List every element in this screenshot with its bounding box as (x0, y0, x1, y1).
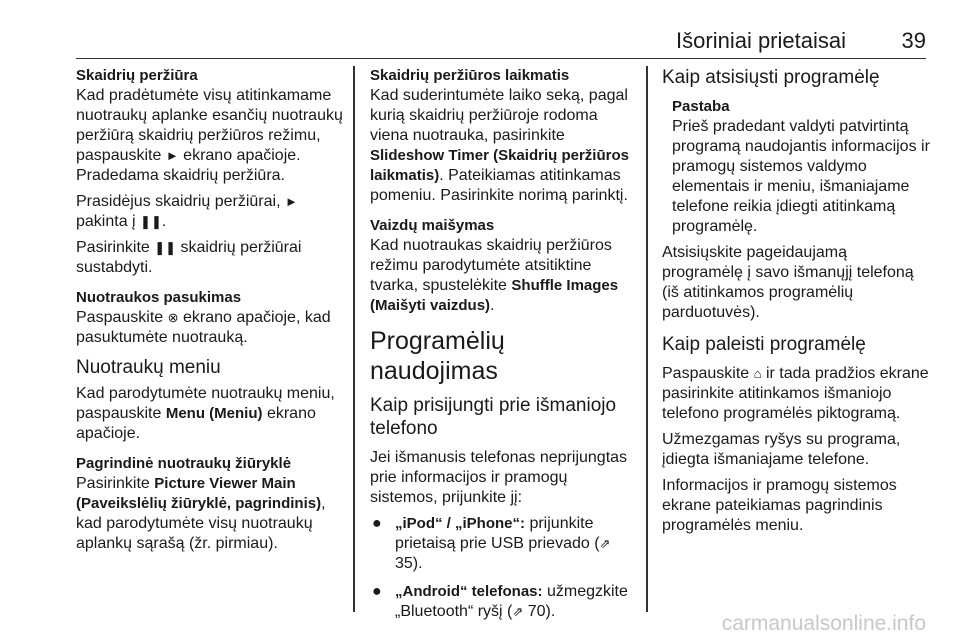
page-number: 39 (901, 28, 926, 53)
heading-connect-phone: Kaip prisijungti prie išmaniojo telefono (370, 395, 617, 439)
page-reference-icon: ⇗ (512, 604, 524, 619)
note-title: Pastaba (672, 98, 730, 115)
heading-download-app: Kaip atsisiųsti programėlę (662, 67, 880, 88)
page-header (76, 0, 926, 59)
watermark: carmanualsonline.info (721, 612, 926, 635)
section-heading-apps: Programėlių naudojimas (370, 327, 505, 385)
column-1 (76, 66, 348, 564)
column-2 (370, 66, 634, 630)
connect-paragraph: Jei išmanusis telefonas neprijungtas prie informacijos ir pramogų sistemos, prijunkite jį: (370, 449, 628, 506)
shuffle-paragraph: Kad nuotraukas skaidrių peržiūros režimu parodytumėte atsitiktine tvarka, spustelėkite Shuffle Images (Maišyti vaizdus). (370, 237, 619, 314)
start-app-paragraph: Paspauskite ⌂ ir tada pradžios ekrane pasirinkite atitinkamos išmaniojo telefono programėlės piktogramą. (662, 365, 929, 422)
pause-icon: ❚❚ (154, 240, 177, 255)
app-menu-paragraph: Informacijos ir pramogų sistemos ekrane pateikiamas pagrindinis programėlės meniu. (662, 477, 897, 534)
heading-photo-menu: Nuotraukų meniu (76, 357, 221, 378)
note-block (672, 97, 930, 237)
heading-start-app: Kaip paleisti programėlę (662, 334, 866, 355)
slideshow-stop-paragraph: Pasirinkite ❚❚ skaidrių peržiūrai sustabdyti. (76, 239, 302, 276)
note-text: Prieš pradedant valdyti patvirtintą programą naudojantis informacijos ir pramogų sistemos valdymo elementais ir meniu, išmaniajame telefone reikia įdiegti atitinkamą programėlę. (672, 118, 930, 235)
rotate-icon: ⊗ (167, 310, 179, 325)
main-browser-paragraph: Pasirinkite Picture Viewer Main (Paveikslėlių žiūryklė, pagrindinis), kad parodytumėte visų nuotraukų aplankų sąrašą (žr. pirmiau). (76, 475, 326, 552)
list-item: ● „Android“ telefonas: užmegzkite „Bluetooth“ ryšį (⇗ 70). (372, 583, 628, 620)
column-3 (662, 66, 930, 546)
home-icon: ⌂ (753, 366, 762, 381)
slideshow-paragraph: Kad pradėtumėte visų atitinkamame nuotraukų aplanke esančių nuotraukų peržiūrą skaidrių peržiūros režimu, paspauskite ► ekrano apačioje. Pradedama skaidrių peržiūra. (76, 87, 343, 184)
play-icon: ► (284, 194, 298, 209)
bullet-icon: ● (372, 583, 382, 600)
page-reference-icon: ⇗ (599, 536, 611, 551)
column-divider-right (646, 66, 648, 612)
connection-list (370, 514, 634, 622)
heading-shuffle: Vaizdų maišymas (370, 217, 495, 234)
bullet-icon: ● (372, 515, 382, 532)
timer-paragraph: Kad suderintumėte laiko seką, pagal kurią skaidrių peržiūroje rodoma viena nuotrauka, pasirinkite Slideshow Timer (Skaidrių peržiūros laikmatis). Pateikiamas atitinkamas pomeniu. Pasirinkite norimą parinktį. (370, 87, 629, 204)
heading-rotate: Nuotraukos pasukimas (76, 289, 242, 306)
slideshow-pause-paragraph: Prasidėjus skaidrių peržiūrai, ► pakinta į ❚❚. (76, 193, 298, 230)
connection-established-paragraph: Užmezgamas ryšys su programa, įdiegta išmaniajame telefone. (662, 431, 901, 468)
rotate-paragraph: Paspauskite ⊗ ekrano apačioje, kad pasuktumėte nuotrauką. (76, 309, 331, 346)
photo-menu-paragraph: Kad parodytumėte nuotraukų meniu, paspauskite Menu (Meniu) ekrano apačioje. (76, 385, 335, 442)
list-item: ● „iPod“ / „iPhone“: prijunkite prietaisą prie USB prievado (⇗ 35). (372, 515, 611, 572)
pause-icon: ❚❚ (140, 214, 162, 229)
page-title: Išoriniai prietaisai (676, 28, 846, 53)
column-divider-left (353, 66, 355, 612)
play-icon: ► (165, 148, 179, 163)
heading-main-browser: Pagrindinė nuotraukų žiūryklė (76, 455, 292, 472)
heading-slideshow-timer: Skaidrių peržiūros laikmatis (370, 67, 570, 84)
download-paragraph: Atsisiųskite pageidaujamą programėlę į savo išmanųjį telefoną (iš atitinkamos programėlių parduotuvės). (662, 244, 914, 321)
heading-slideshow: Skaidrių peržiūra (76, 67, 198, 84)
